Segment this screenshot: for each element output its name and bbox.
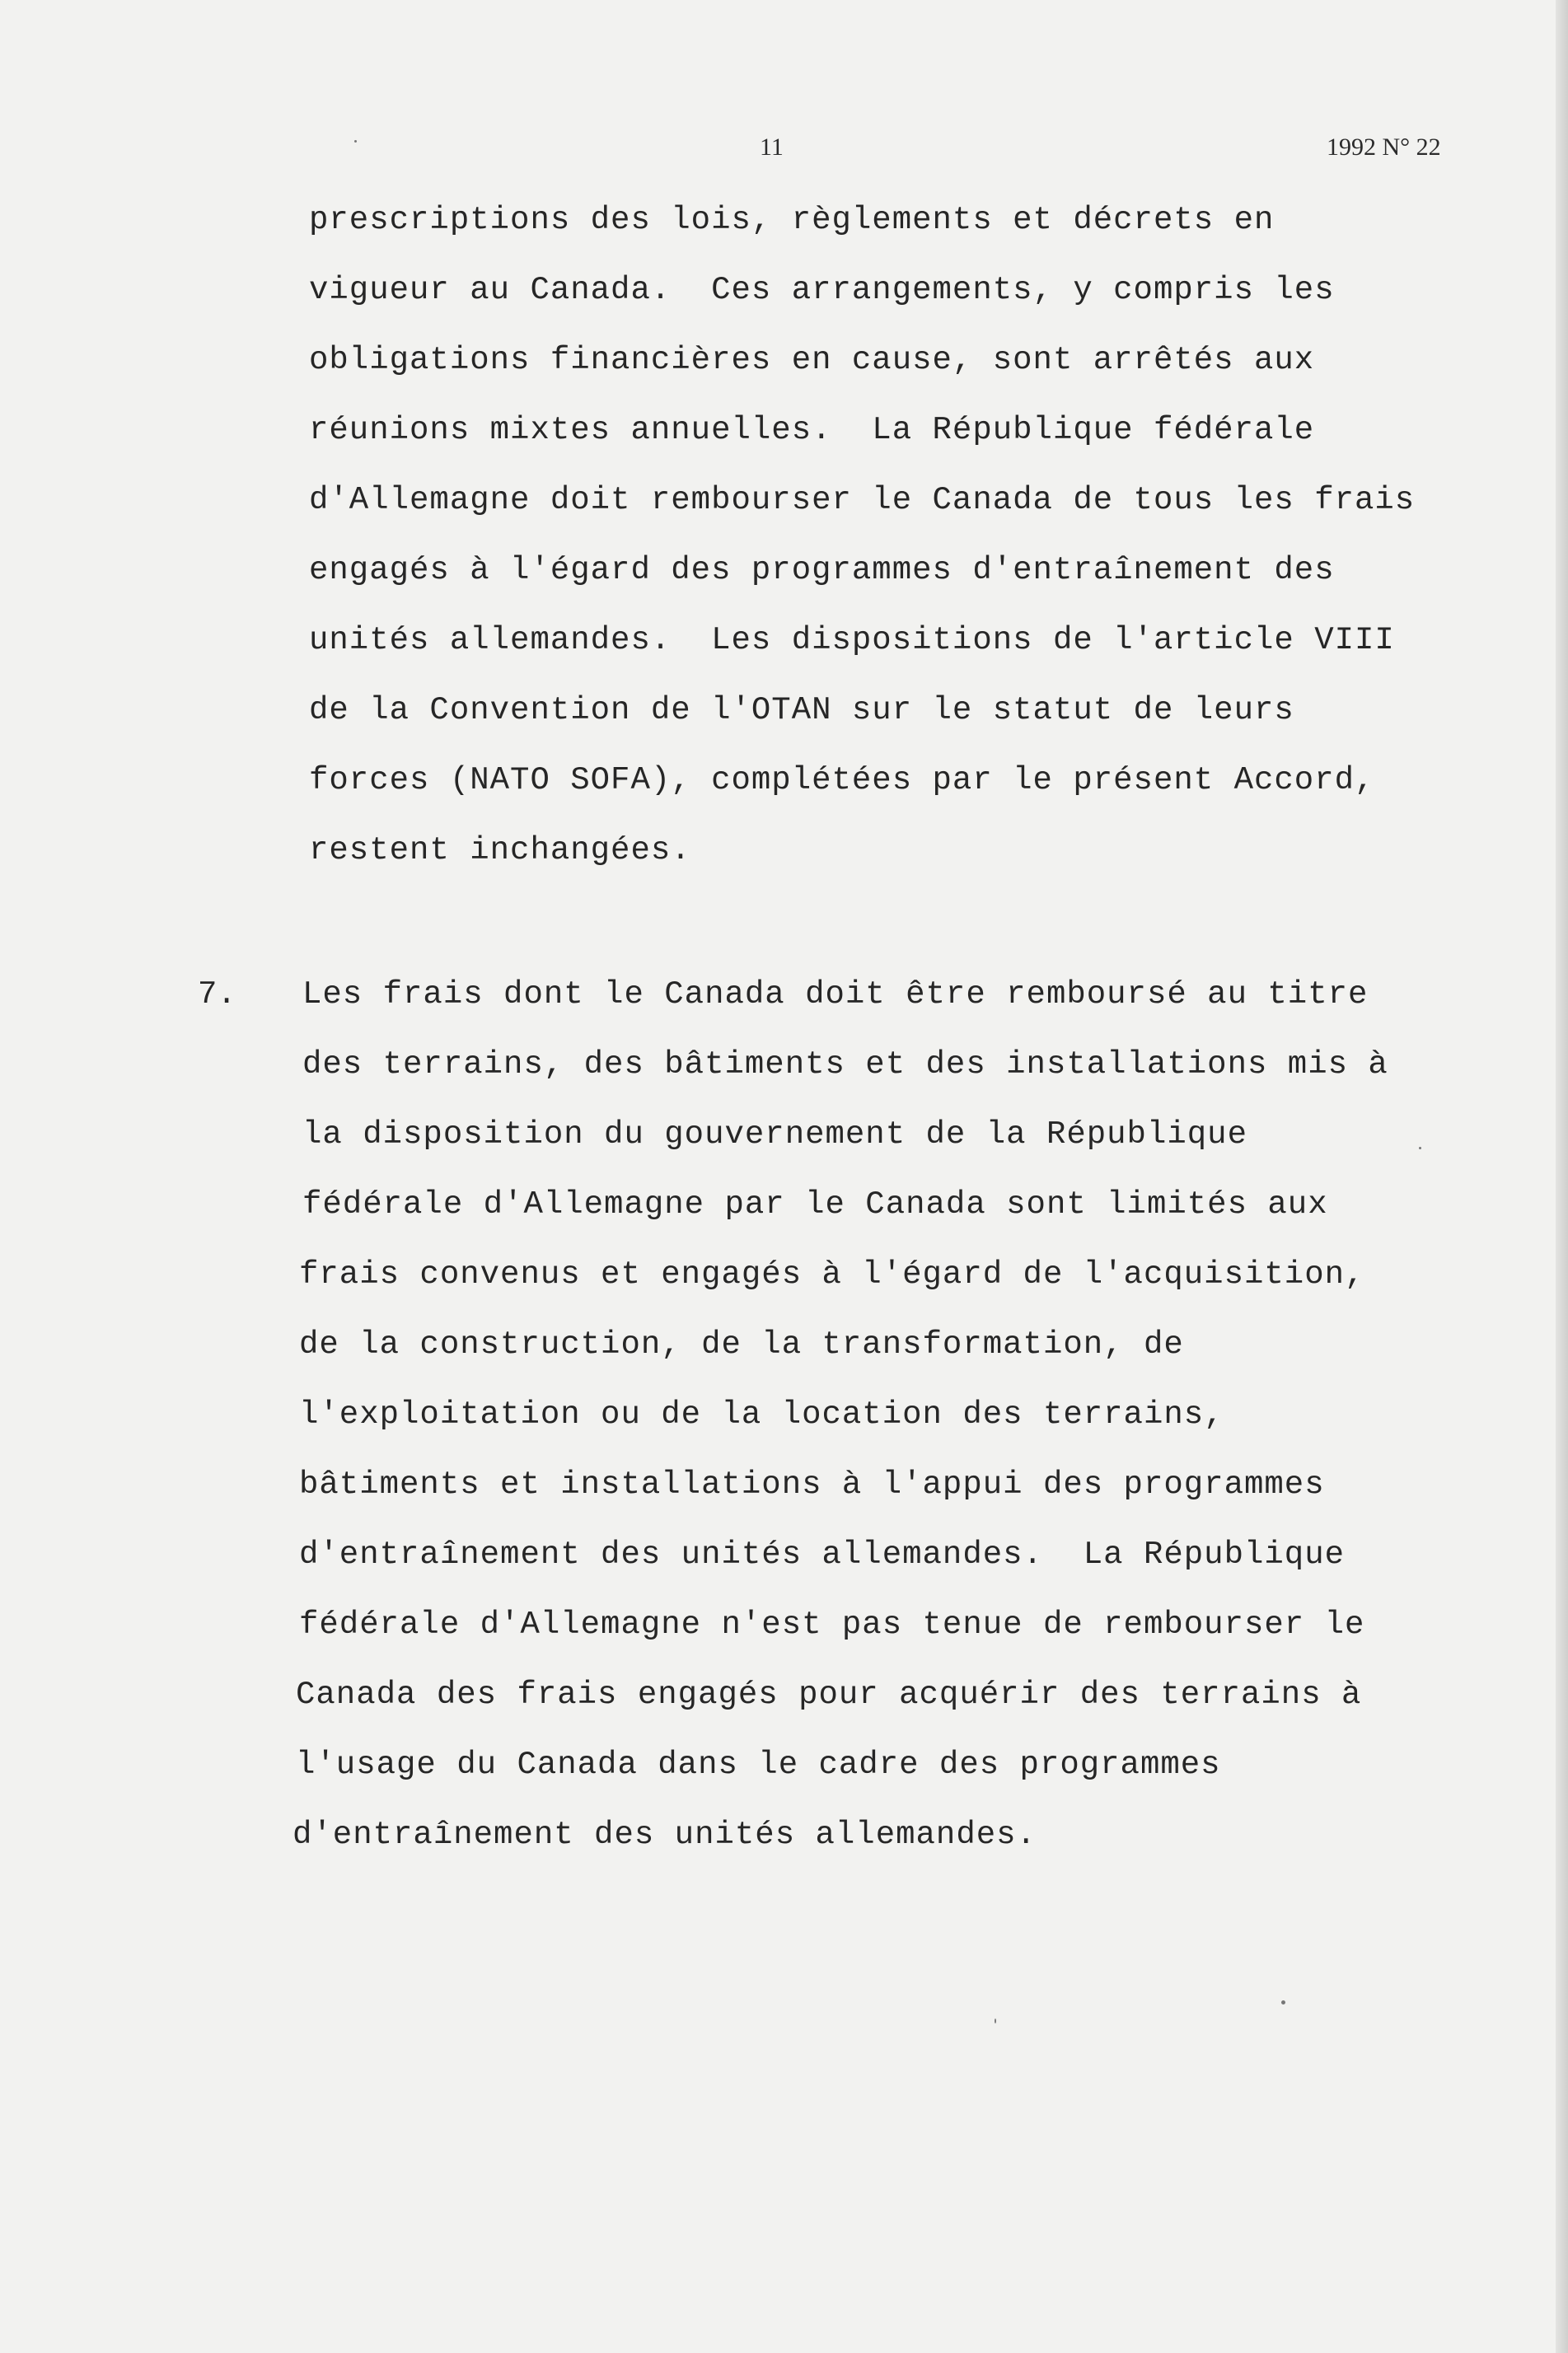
text-line: d'Allemagne doit rembourser le Canada de tous les frais — [309, 482, 1416, 518]
text-line: Les frais dont le Canada doit être remboursé au titre — [302, 976, 1369, 1013]
text-line: fédérale d'Allemagne n'est pas tenue de rembourser le — [299, 1607, 1365, 1643]
document-reference: 1992 N° 22 — [1327, 133, 1441, 161]
scan-speck — [1419, 1147, 1421, 1149]
text-line: l'usage du Canada dans le cadre des programmes — [296, 1747, 1221, 1783]
text-line: réunions mixtes annuelles. La République fédérale — [309, 412, 1315, 448]
page-number: 11 — [760, 133, 784, 161]
text-line: forces (NATO SOFA), complétées par le présent Accord, — [309, 762, 1375, 798]
text-line: prescriptions des lois, règlements et décrets en — [309, 202, 1275, 238]
text-line: obligations financières en cause, sont arrêtés aux — [309, 342, 1315, 378]
text-line: de la construction, de la transformation, de — [299, 1326, 1184, 1363]
text-line: frais convenus et engagés à l'égard de l'acquisition, — [299, 1256, 1365, 1293]
page-edge — [1556, 0, 1568, 2353]
paragraph-number: 7. — [198, 976, 236, 1013]
scan-speck — [354, 140, 357, 143]
text-line: la disposition du gouvernement de la République — [302, 1116, 1247, 1153]
text-line: bâtiments et installations à l'appui des programmes — [299, 1467, 1325, 1503]
text-line: des terrains, des bâtiments et des installations mis à — [302, 1046, 1388, 1083]
text-line: de la Convention de l'OTAN sur le statut de leurs — [309, 692, 1294, 728]
text-line: d'entraînement des unités allemandes. La République — [299, 1537, 1345, 1573]
scan-speck — [995, 2019, 996, 2023]
text-line: engagés à l'égard des programmes d'entraînement des — [309, 552, 1335, 588]
text-line: restent inchangées. — [309, 832, 691, 868]
text-line: unités allemandes. Les dispositions de l'article VIII — [309, 622, 1395, 658]
text-line: fédérale d'Allemagne par le Canada sont limités aux — [302, 1186, 1328, 1223]
text-line: l'exploitation ou de la location des terrains, — [299, 1396, 1224, 1433]
text-line: d'entraînement des unités allemandes. — [293, 1817, 1037, 1853]
text-line: Canada des frais engagés pour acquérir des terrains à — [296, 1677, 1362, 1713]
text-line: vigueur au Canada. Ces arrangements, y compris les — [309, 272, 1335, 308]
scan-speck — [1281, 2000, 1285, 2004]
